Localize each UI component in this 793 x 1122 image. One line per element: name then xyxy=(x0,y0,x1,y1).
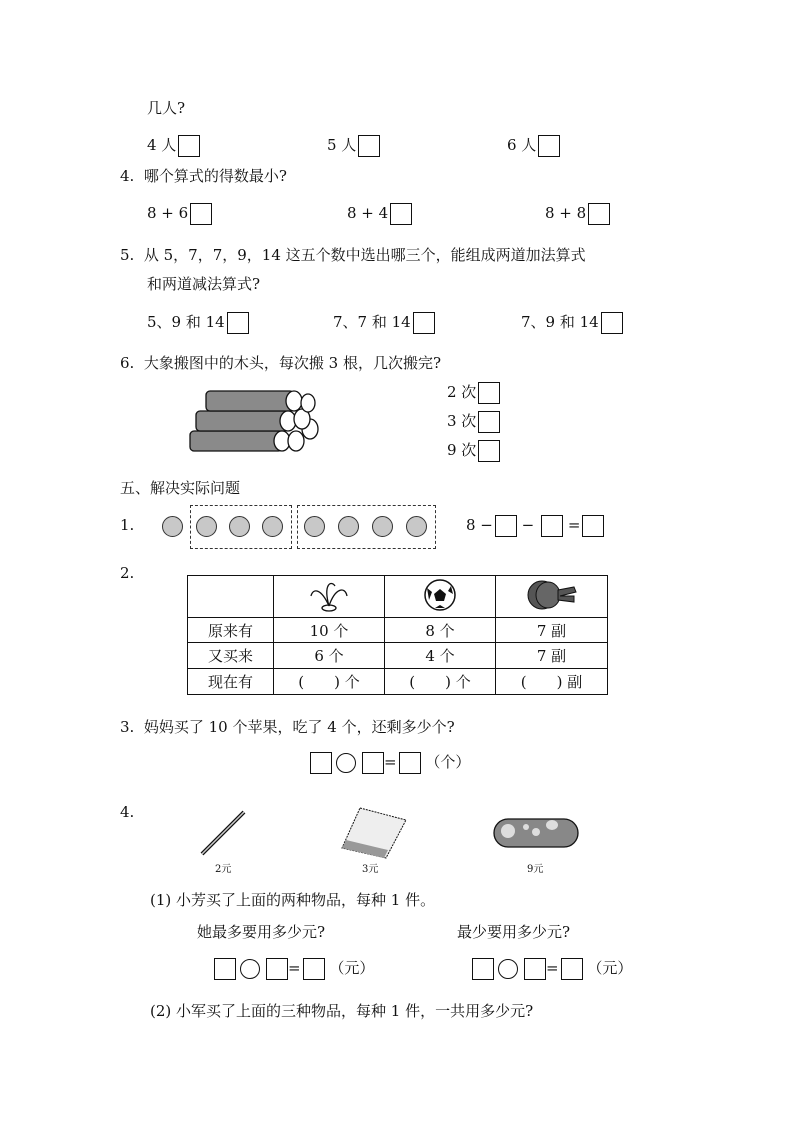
p4-sub1: (1) 小芳买了上面的两种物品，每种 1 件。 xyxy=(150,891,436,909)
answer-box[interactable] xyxy=(472,958,494,980)
answer-box[interactable] xyxy=(478,440,500,462)
circle xyxy=(262,516,283,537)
logs-illustration xyxy=(186,385,322,457)
answer-box[interactable] xyxy=(601,312,623,334)
ticket-icon xyxy=(340,806,410,860)
q6-option-3: 9 次 xyxy=(447,440,500,462)
p4-sub2: (2) 小军买了上面的三种物品，每种 1 件，一共用多少元? xyxy=(150,1002,534,1020)
answer-box[interactable] xyxy=(541,515,563,537)
eraser-icon xyxy=(492,815,582,851)
p2-num: 2. xyxy=(120,564,135,582)
q6-option-1: 2 次 xyxy=(447,382,500,404)
answer-box[interactable] xyxy=(413,312,435,334)
p1-equation: 8 − − = xyxy=(466,515,604,537)
q3-option-3: 6 人 xyxy=(507,135,560,157)
q5-option-3: 7、9 和 14 xyxy=(521,312,623,334)
circle xyxy=(406,516,427,537)
operator-circle[interactable] xyxy=(240,959,260,979)
q6-option-2: 3 次 xyxy=(447,411,500,433)
q4-option-1: 8 + 6 xyxy=(147,203,212,225)
answer-box[interactable] xyxy=(310,752,332,774)
q4-question: 4. 哪个算式的得数最小? xyxy=(120,167,287,185)
q4-option-2: 8 + 4 xyxy=(347,203,412,225)
answer-box[interactable] xyxy=(358,135,380,157)
answer-box[interactable] xyxy=(266,958,288,980)
answer-box[interactable] xyxy=(582,515,604,537)
items-table: 原来有 10 个 8 个 7 副 又买来 6 个 4 个 7 副 现在有 ( ) 个 ( ) 个 ( ) 副 xyxy=(187,575,608,695)
operator-circle[interactable] xyxy=(336,753,356,773)
p4-sub1-max: 她最多要用多少元? xyxy=(197,923,326,941)
answer-box[interactable] xyxy=(214,958,236,980)
price-pen: 2元 xyxy=(215,864,232,875)
pen-icon xyxy=(198,808,248,858)
answer-box[interactable] xyxy=(524,958,546,980)
q4-option-3: 8 + 8 xyxy=(545,203,610,225)
circle xyxy=(338,516,359,537)
soccer-ball-icon xyxy=(385,576,496,618)
operator-circle[interactable] xyxy=(498,959,518,979)
circle xyxy=(196,516,217,537)
answer-box[interactable] xyxy=(561,958,583,980)
p4-equation-max: = （元） xyxy=(212,958,374,980)
q5-option-1: 5、9 和 14 xyxy=(147,312,249,334)
p4-sub1-min: 最少要用多少元? xyxy=(457,923,571,941)
circle xyxy=(304,516,325,537)
answer-box[interactable] xyxy=(390,203,412,225)
q5-question: 5. 从 5，7，7，9，14 这五个数中选出哪三个，能组成两道加法算式 xyxy=(120,246,586,264)
q3-option-2: 5 人 xyxy=(327,135,380,157)
answer-box[interactable] xyxy=(303,958,325,980)
answer-box[interactable] xyxy=(362,752,384,774)
ping-pong-paddles-icon xyxy=(496,576,608,618)
answer-box[interactable] xyxy=(178,135,200,157)
circle xyxy=(229,516,250,537)
answer-box[interactable] xyxy=(478,411,500,433)
q3-tail: 几人? xyxy=(147,99,186,117)
circle xyxy=(162,516,183,537)
p4-equation-min: = （元） xyxy=(470,958,632,980)
section-title: 五、解决实际问题 xyxy=(120,479,241,497)
answer-box[interactable] xyxy=(190,203,212,225)
p3-question: 3. 妈妈买了 10 个苹果，吃了 4 个，还剩多少个? xyxy=(120,718,455,736)
q3-option-1: 4 人 xyxy=(147,135,200,157)
p1-num: 1. xyxy=(120,516,135,534)
price-eraser: 9元 xyxy=(527,864,544,875)
p3-equation: = （个） xyxy=(308,752,470,774)
answer-box[interactable] xyxy=(399,752,421,774)
answer-box[interactable] xyxy=(588,203,610,225)
answer-box[interactable] xyxy=(538,135,560,157)
answer-box[interactable] xyxy=(227,312,249,334)
answer-box[interactable] xyxy=(495,515,517,537)
q5-option-2: 7、7 和 14 xyxy=(333,312,435,334)
plant-icon xyxy=(274,576,385,618)
circle xyxy=(372,516,393,537)
answer-box[interactable] xyxy=(478,382,500,404)
q5-question-line2: 和两道减法算式? xyxy=(147,275,261,293)
p4-num: 4. xyxy=(120,803,135,821)
q6-question: 6. 大象搬图中的木头，每次搬 3 根，几次搬完? xyxy=(120,354,441,372)
price-ticket: 3元 xyxy=(362,864,379,875)
